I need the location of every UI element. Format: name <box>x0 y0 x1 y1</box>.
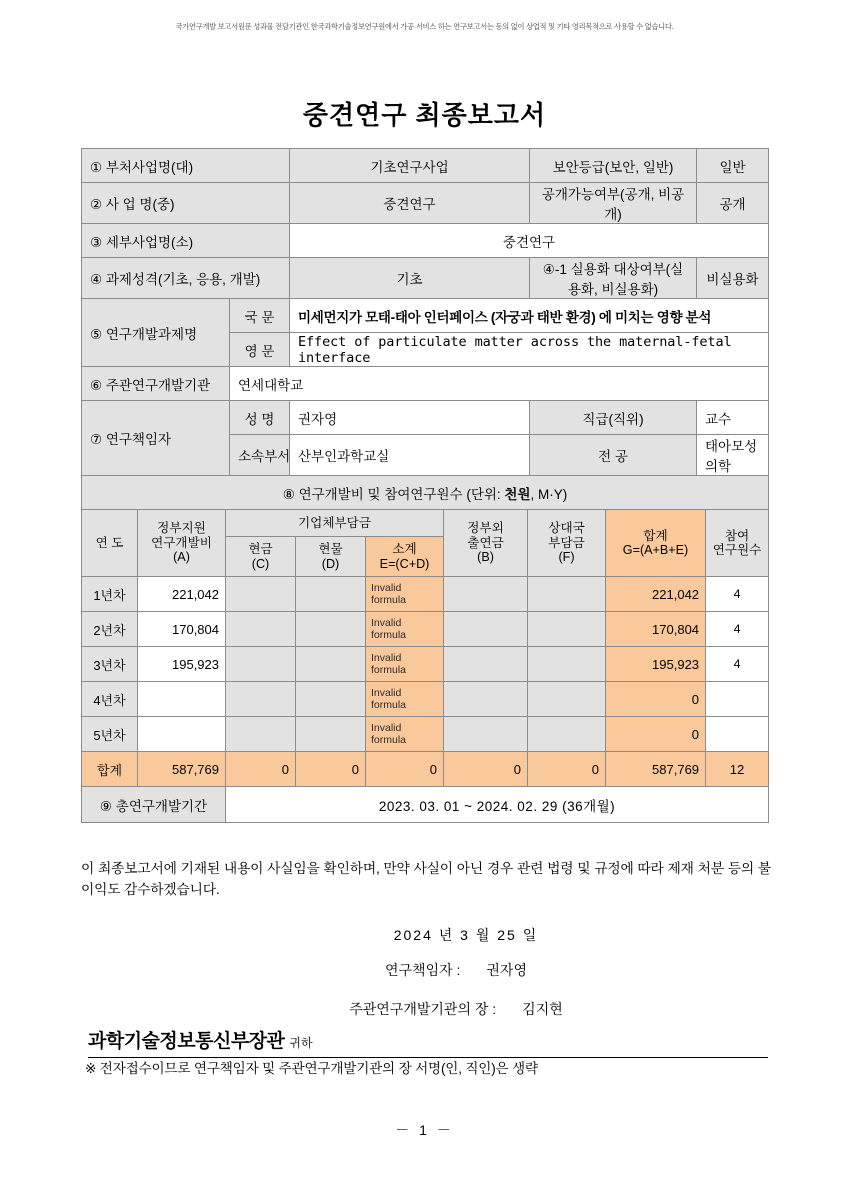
table-row <box>82 717 769 752</box>
label-disclosure: 공개가능여부(공개, 비공개) <box>530 183 697 224</box>
signature-org-label: 주관연구개발기관의 장 : <box>349 1001 497 1017</box>
table-row-pi-name <box>82 401 769 435</box>
cell-researchers: 4 <box>706 577 769 612</box>
cell-total-subtotal: 0 <box>366 752 444 787</box>
table-row <box>82 612 769 647</box>
budget-title-prefix: ⑧ 연구개발비 및 참여연구원수 (단위: <box>282 486 505 502</box>
minister-honorific: 귀하 <box>289 1036 313 1050</box>
header-cash <box>226 537 296 577</box>
table-row-title-ko <box>82 299 769 333</box>
budget-title-unit: 천원 <box>504 486 531 502</box>
cell-gov-fund: 195,923 <box>138 647 226 682</box>
cell-year: 5년차 <box>82 717 138 752</box>
value-pi-department: 산부인과학교실 <box>290 435 530 476</box>
table-row <box>82 647 769 682</box>
table-row-ministry-program <box>82 149 769 183</box>
label-pi-major: 전 공 <box>530 435 697 476</box>
signature-principal-investigator <box>81 960 801 980</box>
value-ministry-program: 기초연구사업 <box>290 149 530 183</box>
label-project-nature: ④ 과제성격(기초, 응용, 개발) <box>82 258 290 299</box>
label-pi-name: 성 명 <box>230 401 290 435</box>
cell-partner <box>528 717 606 752</box>
header-nongov-line3: (B) <box>477 550 494 565</box>
cell-total: 0 <box>606 682 706 717</box>
signature-omission-note: ※ 전자접수이므로 연구책임자 및 주관연구개발기관의 장 서명(인, 직인)은 생략 <box>85 1061 538 1076</box>
cell-researchers: 4 <box>706 612 769 647</box>
table-row-sub-program <box>82 224 769 258</box>
table-row-host-institution <box>82 367 769 401</box>
header-researchers <box>706 510 769 577</box>
label-security-grade: 보안등급(보안, 일반) <box>530 149 697 183</box>
header-researchers-line2: 연구원수 <box>712 543 762 557</box>
header-grand-total <box>606 510 706 577</box>
budget-title-suffix: , M·Y) <box>530 486 568 502</box>
certification-statement: 이 최종보고서에 기재된 내용이 사실임을 확인하며, 만약 사실이 아닌 경우 관련 법령 및 규정에 따라 제재 처분 등의 불이익도 감수하겠습니다. <box>81 861 771 898</box>
cell-total: 195,923 <box>606 647 706 682</box>
label-project-title: ⑤ 연구개발과제명 <box>82 299 230 367</box>
minister-title: 과학기술정보통신부장관 <box>88 1031 285 1052</box>
budget-table <box>81 509 769 787</box>
cell-total-cash: 0 <box>226 752 296 787</box>
header-partner-country <box>528 510 606 577</box>
value-commercialization: 비실용화 <box>697 258 769 299</box>
header-cash-line2: (C) <box>251 556 270 571</box>
table-row <box>82 577 769 612</box>
cell-gov-fund <box>138 682 226 717</box>
cell-researchers <box>706 682 769 717</box>
cell-cash <box>226 647 296 682</box>
table-row-research-period <box>82 787 769 823</box>
header-gov-fund-line1: 정부지원 <box>157 521 206 536</box>
label-principal-investigator: ⑦ 연구책임자 <box>82 401 230 476</box>
cell-total: 221,042 <box>606 577 706 612</box>
cell-total-researchers: 12 <box>706 752 769 787</box>
label-pi-department: 소속부서 <box>230 435 290 476</box>
cell-partner <box>528 612 606 647</box>
label-sub-program: ③ 세부사업명(소) <box>82 224 290 258</box>
budget-section-title <box>82 476 769 510</box>
header-inkind-line1: 현물 <box>318 542 343 557</box>
cell-nongov <box>444 647 528 682</box>
value-project-nature: 기초 <box>290 258 530 299</box>
header-total-line2: G=(A+B+E) <box>622 543 689 557</box>
research-period-table <box>81 786 769 823</box>
cell-gov-fund: 170,804 <box>138 612 226 647</box>
cell-gov-fund: 221,042 <box>138 577 226 612</box>
cell-subtotal: Invalid formula <box>366 647 444 682</box>
value-program-name: 중견연구 <box>290 183 530 224</box>
report-cover-table <box>81 148 768 823</box>
value-host-institution: 연세대학교 <box>230 367 769 401</box>
label-title-korean: 국 문 <box>230 299 290 333</box>
cell-nongov <box>444 717 528 752</box>
page-title: 중견연구 최종보고서 <box>302 100 547 130</box>
header-cash-line1: 현금 <box>248 542 273 557</box>
budget-header-row-1 <box>82 510 769 537</box>
header-inkind-line2: (D) <box>321 556 340 571</box>
label-commercialization: ④-1 실용화 대상여부(실용화, 비실용화) <box>530 258 697 299</box>
cell-nongov <box>444 577 528 612</box>
label-pi-rank: 직급(직위) <box>530 401 697 435</box>
cell-total: 170,804 <box>606 612 706 647</box>
cell-cash <box>226 717 296 752</box>
table-row-total <box>82 752 769 787</box>
cell-inkind <box>296 577 366 612</box>
label-research-period: ⑨ 총연구개발기간 <box>82 787 226 823</box>
cell-year: 3년차 <box>82 647 138 682</box>
header-total-line1: 합계 <box>643 528 668 543</box>
table-row <box>82 682 769 717</box>
value-title-english: Effect of particulate matter across the maternal-fetal interface <box>290 333 769 367</box>
cell-total: 0 <box>606 717 706 752</box>
cell-researchers <box>706 717 769 752</box>
header-gov-fund-line3: (A) <box>173 550 190 565</box>
value-pi-rank: 교수 <box>697 401 769 435</box>
cell-nongov <box>444 682 528 717</box>
cell-subtotal: Invalid formula <box>366 717 444 752</box>
header-partner-line1: 상대국 <box>548 521 585 536</box>
cell-cash <box>226 577 296 612</box>
header-year: 연 도 <box>82 510 138 577</box>
label-ministry-program: ① 부처사업명(대) <box>82 149 290 183</box>
signature-pi-label: 연구책임자 : <box>385 962 461 978</box>
value-pi-name: 권자영 <box>290 401 530 435</box>
table-row-program-name <box>82 183 769 224</box>
value-disclosure: 공개 <box>697 183 769 224</box>
cell-total-partner: 0 <box>528 752 606 787</box>
header-partner-line2: 부담금 <box>548 535 585 550</box>
value-title-korean: 미세먼지가 모태-태아 인터페이스 (자궁과 태반 환경) 에 미치는 영향 분석 <box>290 299 769 333</box>
cell-cash <box>226 612 296 647</box>
signature-organization-head <box>81 999 801 1019</box>
info-table <box>81 148 769 510</box>
header-researchers-line1: 참여 <box>724 528 750 543</box>
signature-date: 2024 년 3 월 25 일 <box>393 927 539 943</box>
cell-inkind <box>296 647 366 682</box>
cell-partner <box>528 647 606 682</box>
label-program-name: ② 사 업 명(중) <box>82 183 290 224</box>
value-research-period: 2023. 03. 01 ~ 2024. 02. 29 (36개월) <box>226 787 769 823</box>
cell-nongov <box>444 612 528 647</box>
cell-partner <box>528 682 606 717</box>
header-nongov-line2: 출연금 <box>467 535 504 550</box>
cell-year: 4년차 <box>82 682 138 717</box>
value-security-grade: 일반 <box>697 149 769 183</box>
cell-subtotal: Invalid formula <box>366 682 444 717</box>
cell-inkind <box>296 682 366 717</box>
cell-gov-fund <box>138 717 226 752</box>
cell-total-label: 합계 <box>82 752 138 787</box>
cell-year: 2년차 <box>82 612 138 647</box>
header-subtotal <box>366 537 444 577</box>
cell-researchers: 4 <box>706 647 769 682</box>
header-subtotal-line1: 소계 <box>392 542 417 557</box>
cell-total-grand: 587,769 <box>606 752 706 787</box>
cell-total-nongov: 0 <box>444 752 528 787</box>
cell-total-gov-fund: 587,769 <box>138 752 226 787</box>
cell-total-inkind: 0 <box>296 752 366 787</box>
cell-inkind <box>296 717 366 752</box>
cell-subtotal: Invalid formula <box>366 612 444 647</box>
header-nongov-line1: 정부외 <box>467 521 504 536</box>
table-row-budget-banner <box>82 476 769 510</box>
cell-cash <box>226 682 296 717</box>
signature-pi-name: 권자영 <box>486 962 527 978</box>
minister-addressee <box>88 1026 768 1058</box>
table-row-project-nature <box>82 258 769 299</box>
label-title-english: 영 문 <box>230 333 290 367</box>
cell-year: 1년차 <box>82 577 138 612</box>
header-nongov-fund <box>444 510 528 577</box>
header-gov-fund-line2: 연구개발비 <box>151 535 212 550</box>
header-subtotal-line2: E=(C+D) <box>379 556 430 571</box>
header-company-contribution: 기업체부담금 <box>226 510 444 537</box>
page-number: － 1 － <box>395 1122 454 1138</box>
header-gov-fund <box>138 510 226 577</box>
cell-inkind <box>296 612 366 647</box>
value-sub-program: 중견연구 <box>290 224 769 258</box>
copyright-disclaimer: 국가연구개발 보고서원문 성과물 전담기관인 한국과학기술정보연구원에서 가공·서비스 하는 연구보고서는 동의 없이 상업적 및 기타 영리목적으로 사용할 수 없습니다. <box>175 22 674 31</box>
value-pi-major: 태아모성의학 <box>697 435 769 476</box>
header-partner-line3: (F) <box>558 550 575 565</box>
signature-org-name: 김지현 <box>522 1001 563 1017</box>
cell-partner <box>528 577 606 612</box>
cell-subtotal: Invalid formula <box>366 577 444 612</box>
header-inkind <box>296 537 366 577</box>
label-host-institution: ⑥ 주관연구개발기관 <box>82 367 230 401</box>
